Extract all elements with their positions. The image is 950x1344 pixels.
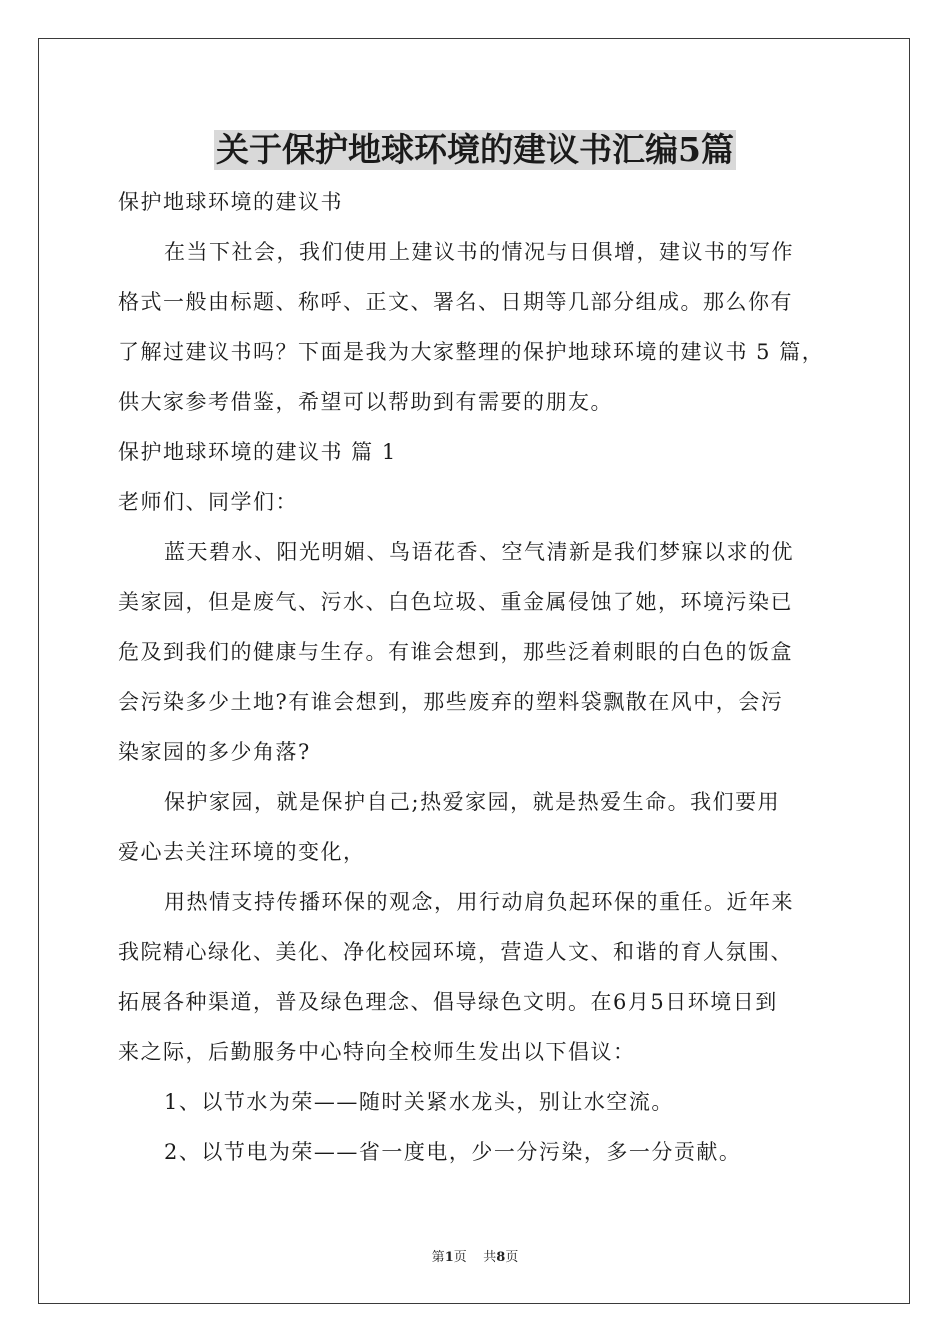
paragraph-line: 蓝天碧水、阳光明媚、鸟语花香、空气清新是我们梦寐以求的优 — [164, 540, 794, 564]
document-title: 关于保护地球环境的建议书汇编5篇 — [216, 130, 734, 169]
section-heading: 保护地球环境的建议书 篇 1 — [118, 440, 397, 464]
page-label-post: 页 — [505, 1250, 519, 1265]
paragraph-line: 爱心去关注环境的变化， — [118, 840, 366, 864]
paragraph-line: 美家园，但是废气、污水、白色垃圾、重金属侵蚀了她，环境污染已 — [118, 590, 793, 614]
paragraph-line: 在当下社会，我们使用上建议书的情况与日俱增，建议书的写作 — [164, 240, 794, 264]
paragraph-line: 来之际，后勤服务中心特向全校师生发出以下倡议： — [118, 1040, 636, 1064]
page-current-number: 1 — [444, 1250, 454, 1265]
paragraph-line: 了解过建议书吗？下面是我为大家整理的保护地球环境的建议书 5 篇， — [118, 340, 825, 364]
paragraph-line: 危及到我们的健康与生存。有谁会想到，那些泛着刺眼的白色的饭盒 — [118, 640, 793, 664]
paragraph-line: 我院精心绿化、美化、净化校园环境，营造人文、和谐的育人氛围、 — [118, 940, 793, 964]
paragraph-line: 染家园的多少角落? — [118, 740, 311, 764]
paragraph-line: 会污染多少土地?有谁会想到，那些废弃的塑料袋飘散在风中，会污 — [118, 690, 784, 714]
page-footer — [0, 1246, 950, 1265]
paragraph-line: 保护家园，就是保护自己;热爱家园，就是热爱生命。我们要用 — [164, 790, 781, 814]
list-item: 1、以节水为荣——随时关紧水龙头，别让水空流。 — [164, 1090, 674, 1114]
salutation: 老师们、同学们： — [118, 490, 298, 514]
paragraph-line: 用热情支持传播环保的观念，用行动肩负起环保的重任。近年来 — [164, 890, 794, 914]
paragraph-line: 供大家参考借鉴，希望可以帮助到有需要的朋友。 — [118, 390, 613, 414]
paragraph-line: 格式一般由标题、称呼、正文、署名、日期等几部分组成。那么你有 — [118, 290, 793, 314]
paragraph-line: 拓展各种渠道，普及绿色理念、倡导绿色文明。在6月5日环境日到 — [118, 990, 778, 1014]
paragraph-line: 保护地球环境的建议书 — [118, 190, 343, 214]
list-item: 2、以节电为荣——省一度电，少一分污染，多一分贡献。 — [164, 1140, 742, 1164]
page-label-pre: 第 — [431, 1250, 445, 1265]
document-body — [118, 177, 838, 1177]
page-total-number: 8 — [496, 1250, 506, 1265]
page-label-mid: 页 共 — [453, 1250, 497, 1265]
